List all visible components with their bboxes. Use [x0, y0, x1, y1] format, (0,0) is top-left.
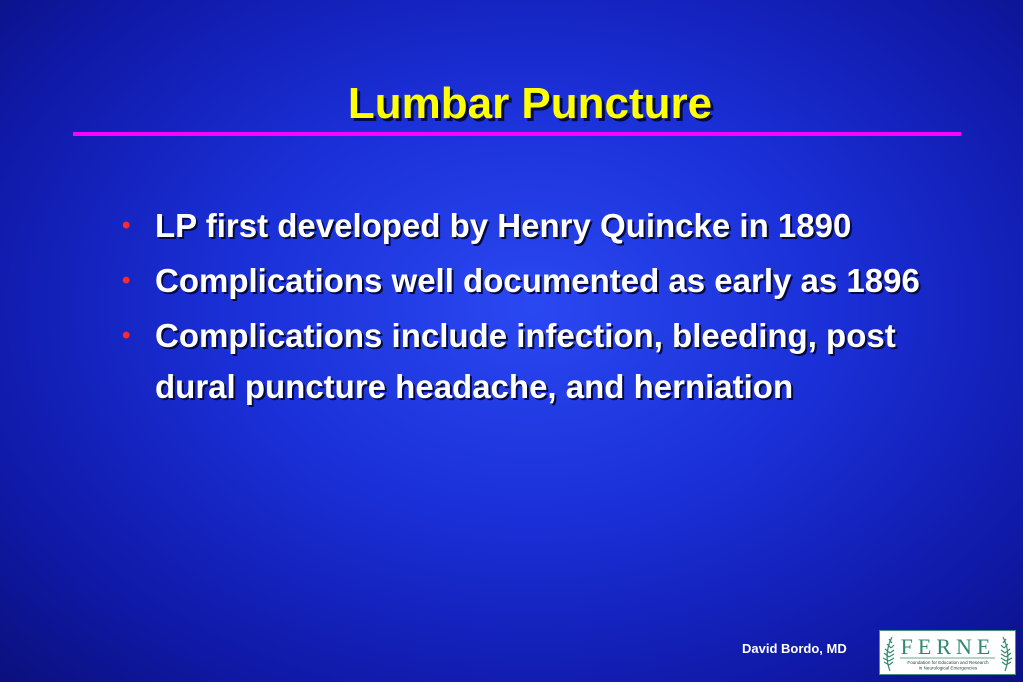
fern-leaf-right-icon: [1001, 637, 1012, 671]
bullet-marker: •: [122, 267, 131, 294]
logo-tagline-2: in Neurological Emergencies: [918, 665, 978, 671]
fern-leaf-left-icon: [883, 637, 894, 671]
bullet-text: Complications well documented as early as 1896: [155, 262, 920, 299]
logo-wordmark: FERNE: [900, 634, 996, 659]
bullet-item: [118, 310, 948, 412]
ferne-logo-graphic: [880, 631, 1015, 674]
bullet-list: [118, 200, 948, 416]
logo-tagline-1: Foundation for Education and Research: [907, 660, 989, 665]
bullet-item: [118, 200, 948, 251]
footer-author: David Bordo, MD: [742, 641, 847, 656]
ferne-logo: [879, 630, 1016, 675]
slide-title: Lumbar Puncture: [347, 79, 713, 128]
bullet-text: LP first developed by Henry Quincke in 1890: [155, 207, 852, 244]
bullet-marker: •: [122, 212, 131, 239]
bullet-text: Complications include infection, bleeding, post dural puncture headache, and herniation: [155, 317, 896, 405]
title-divider: [73, 132, 961, 136]
bullet-marker: •: [122, 322, 131, 349]
bullet-item: [118, 255, 948, 306]
